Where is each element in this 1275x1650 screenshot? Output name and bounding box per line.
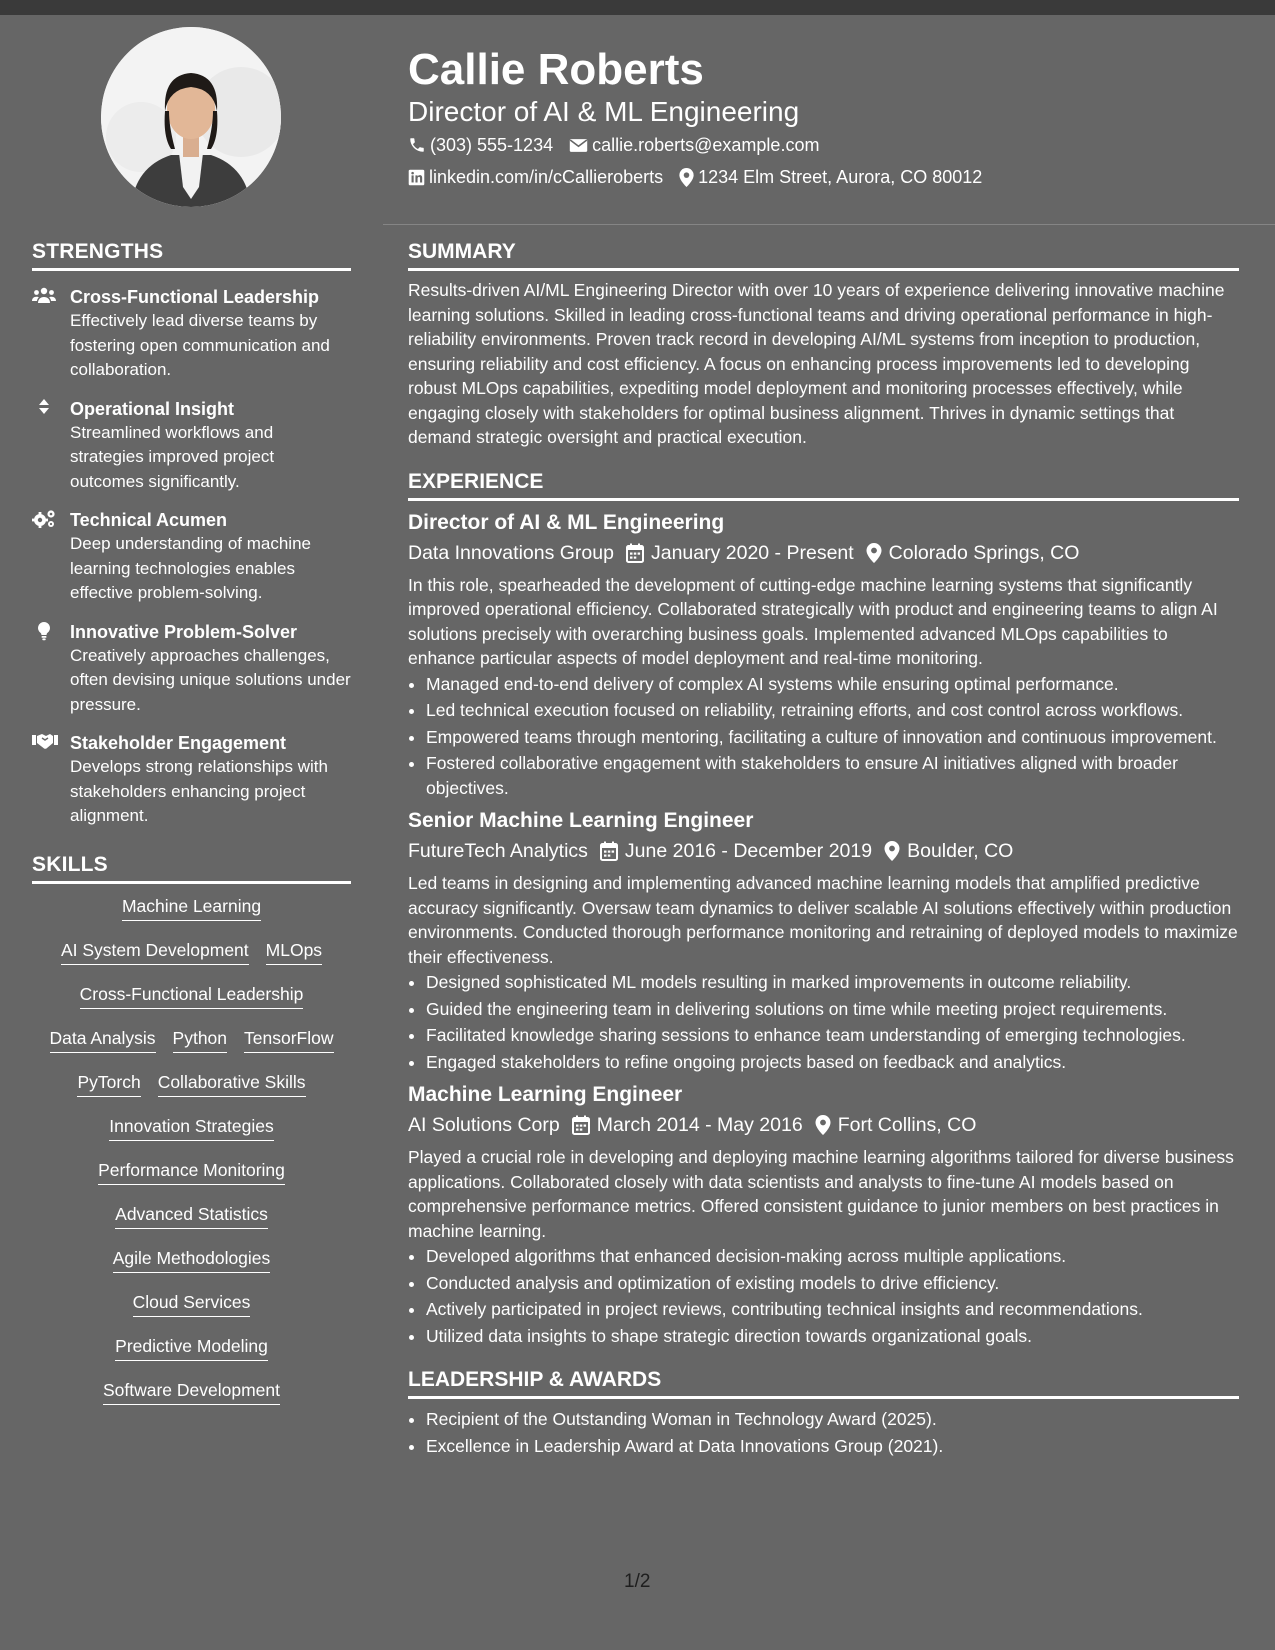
job-bullet: • Led technical execution focused on reliability, retraining efforts, and cost control across workflows. bbox=[426, 698, 1239, 723]
skills-heading: SKILLS bbox=[32, 853, 351, 884]
candidate-role: Director of AI & ML Engineering bbox=[408, 96, 800, 127]
summary-text: Results-driven AI/ML Engineering Director with over 10 years of experience delivering innovative machine learning solutions. Skilled in leading cross-functional teams and driving operational performance in high-reliability environments. Proven track record in developing AI/ML systems from inception to production, ensuring reliability and cost efficiency. A focus on enhancing process improvements led to developing robust MLOps capabilities, expediting model deployment and monitoring processes effectively, while engaging closely with stakeholders for optimal business alignment. Thrives in dynamic settings that demand strategic oversight and practical execution. bbox=[408, 280, 1225, 447]
skill-tag: Performance Monitoring bbox=[98, 1158, 285, 1185]
job-title: Senior Machine Learning Engineer bbox=[408, 809, 754, 832]
job-location bbox=[884, 836, 1013, 866]
strength-item bbox=[32, 508, 351, 606]
skill-tag: Python bbox=[173, 1026, 227, 1053]
job-company: Data Innovations Group bbox=[408, 541, 614, 564]
strength-title: Stakeholder Engagement bbox=[70, 733, 287, 753]
job-entry bbox=[408, 806, 1239, 1074]
header-divider bbox=[383, 224, 1275, 225]
job-location-text: Fort Collins, CO bbox=[837, 1114, 977, 1136]
strength-title: Innovative Problem-Solver bbox=[70, 621, 298, 642]
job-dates-text: June 2016 - December 2019 bbox=[624, 840, 873, 862]
map-pin-icon bbox=[866, 543, 882, 563]
job-location bbox=[866, 538, 1080, 568]
award-item: • Excellence in Leadership Award at Data Innovations Group (2021). bbox=[426, 1434, 1239, 1459]
skill-tag: Cloud Services bbox=[133, 1290, 251, 1317]
leadership-heading: LEADERSHIP & AWARDS bbox=[408, 1368, 1239, 1399]
job-meta bbox=[408, 538, 1239, 568]
profile-photo bbox=[101, 27, 281, 207]
summary-heading: SUMMARY bbox=[408, 240, 1239, 271]
skill-tag: Advanced Statistics bbox=[115, 1202, 268, 1229]
job-description: Played a crucial role in developing and deploying machine learning algorithms tailored for diverse business applications. Collaborated closely with data scientists and analysts to fine-tune AI models based on comprehensive performance metrics. Offered consistent guidance to junior members on best practices in machine learning. bbox=[408, 1147, 1234, 1241]
skill-tag: Innovation Strategies bbox=[109, 1114, 273, 1141]
leadership-list bbox=[408, 1407, 1239, 1458]
job-dates bbox=[572, 1110, 803, 1140]
job-location-text: Colorado Springs, CO bbox=[888, 541, 1080, 564]
job-entry bbox=[408, 1080, 1239, 1348]
map-pin-icon bbox=[884, 841, 900, 861]
skill-tag: Machine Learning bbox=[122, 894, 261, 921]
address-text: 1234 Elm Street, Aurora, CO 80012 bbox=[698, 167, 983, 187]
job-company: FutureTech Analytics bbox=[408, 840, 588, 862]
strength-item bbox=[32, 285, 351, 383]
envelope-icon bbox=[569, 138, 588, 153]
map-pin-icon bbox=[679, 168, 694, 187]
job-bullet: • Managed end-to-end delivery of complex AI systems while ensuring optimal performance. bbox=[426, 672, 1239, 697]
strength-title: Technical Acumen bbox=[70, 510, 228, 530]
job-location bbox=[815, 1110, 977, 1140]
skills-list bbox=[32, 894, 351, 1422]
email-contact bbox=[569, 133, 819, 157]
address-contact bbox=[679, 165, 982, 189]
job-bullet: • Utilized data insights to shape strategic direction towards organizational goals. bbox=[426, 1324, 1239, 1349]
lightbulb-icon bbox=[32, 621, 56, 641]
job-dates-text: March 2014 - May 2016 bbox=[596, 1114, 803, 1136]
job-meta bbox=[408, 1110, 1239, 1140]
job-location-text: Boulder, CO bbox=[907, 840, 1014, 862]
strength-item bbox=[32, 397, 351, 495]
experience-heading: EXPERIENCE bbox=[408, 470, 1239, 501]
contact-row-1 bbox=[408, 133, 835, 157]
job-dates bbox=[626, 538, 854, 568]
job-bullet: • Actively participated in project reviews, contributing technical insights and recommendations. bbox=[426, 1297, 1239, 1322]
skill-tag: PyTorch bbox=[77, 1070, 140, 1097]
strengths-heading: STRENGTHS bbox=[32, 240, 351, 271]
job-title: Director of AI & ML Engineering bbox=[408, 510, 725, 534]
skill-tag: Cross-Functional Leadership bbox=[80, 982, 304, 1009]
job-bullets bbox=[408, 672, 1239, 801]
skill-tag: Predictive Modeling bbox=[115, 1334, 268, 1361]
linkedin-icon bbox=[408, 169, 425, 186]
job-bullets bbox=[408, 1244, 1239, 1348]
job-entry bbox=[408, 508, 1239, 801]
job-dates-text: January 2020 - Present bbox=[650, 541, 854, 564]
summary-section bbox=[408, 240, 1239, 450]
leadership-section bbox=[408, 1368, 1239, 1458]
right-column bbox=[408, 240, 1239, 1460]
phone-contact bbox=[408, 133, 553, 157]
phone-icon bbox=[408, 136, 426, 154]
job-bullets bbox=[408, 970, 1239, 1074]
strength-desc: Streamlined workflows and strategies improved project outcomes significantly. bbox=[70, 422, 275, 491]
calendar-icon bbox=[600, 841, 618, 861]
strength-item bbox=[32, 620, 351, 718]
job-bullet: • Conducted analysis and optimization of existing models to drive efficiency. bbox=[426, 1271, 1239, 1296]
job-bullet: • Facilitated knowledge sharing sessions to enhance team understanding of emerging technologies. bbox=[426, 1023, 1239, 1048]
strength-desc: Creatively approaches challenges, often devising unique solutions under pressure. bbox=[70, 645, 351, 714]
award-item: • Recipient of the Outstanding Woman in Technology Award (2025). bbox=[426, 1407, 1239, 1432]
avatar-illustration bbox=[101, 27, 281, 207]
linkedin-contact bbox=[408, 165, 663, 189]
left-column bbox=[32, 240, 351, 1422]
job-bullet: • Developed algorithms that enhanced decision-making across multiple applications. bbox=[426, 1244, 1239, 1269]
phone-text: (303) 555-1234 bbox=[430, 135, 554, 155]
skill-tag: AI System Development bbox=[61, 938, 249, 965]
handshake-icon bbox=[32, 732, 58, 750]
job-bullet: • Engaged stakeholders to refine ongoing projects based on feedback and analytics. bbox=[426, 1050, 1239, 1075]
strength-desc: Develops strong relationships with stakeholders enhancing project alignment. bbox=[70, 757, 328, 825]
skill-tag: Software Development bbox=[103, 1378, 280, 1405]
job-description: Led teams in designing and implementing advanced machine learning models that amplified predictive accuracy significantly. Oversaw team dynamics to deliver scalable AI solutions effectively within production environments. Conducted thorough performance monitoring and retraining of deployed models to maximize their effectiveness. bbox=[408, 873, 1238, 967]
job-bullet: • Fostered collaborative engagement with stakeholders to ensure AI initiatives aligned with broader objectives. bbox=[426, 751, 1239, 800]
skill-tag: MLOps bbox=[266, 938, 322, 965]
strength-desc: Deep understanding of machine learning technologies enables effective problem-solving. bbox=[70, 534, 311, 602]
job-bullet: • Guided the engineering team in delivering solutions on time while meeting project requirements. bbox=[426, 997, 1239, 1022]
job-company: AI Solutions Corp bbox=[408, 1114, 560, 1136]
linkedin-text: linkedin.com/in/cCallieroberts bbox=[429, 167, 664, 187]
page-number: 1/2 bbox=[624, 1571, 651, 1592]
skill-tag: Collaborative Skills bbox=[158, 1070, 306, 1097]
job-title: Machine Learning Engineer bbox=[408, 1083, 683, 1106]
skill-tag: Data Analysis bbox=[50, 1026, 156, 1053]
cogs-icon bbox=[32, 509, 56, 529]
top-bar bbox=[0, 0, 1275, 15]
candidate-name: Callie Roberts bbox=[408, 45, 704, 94]
strength-desc: Effectively lead diverse teams by fostering open communication and collaboration. bbox=[70, 311, 330, 379]
users-icon bbox=[32, 286, 56, 304]
experience-section bbox=[408, 470, 1239, 1349]
skill-tag: Agile Methodologies bbox=[113, 1246, 271, 1273]
job-dates bbox=[600, 836, 872, 866]
job-meta bbox=[408, 836, 1239, 866]
strength-item bbox=[32, 731, 351, 829]
strength-title: Cross-Functional Leadership bbox=[70, 287, 320, 307]
calendar-icon bbox=[626, 543, 644, 563]
sort-icon bbox=[32, 398, 56, 416]
email-text: callie.roberts@example.com bbox=[592, 135, 820, 155]
contact-row-2 bbox=[408, 165, 998, 189]
skill-tag: TensorFlow bbox=[244, 1026, 333, 1053]
job-description: In this role, spearheaded the development of cutting-edge machine learning systems that significantly improved operational efficiency. Collaborated strategically with product and engineering teams to align AI solutions precisely with overarching business goals. Implemented advanced MLOps capabilities to enhance particular aspects of model deployment and real-time monitoring. bbox=[408, 574, 1218, 668]
calendar-icon bbox=[572, 1115, 590, 1135]
map-pin-icon bbox=[815, 1115, 831, 1135]
job-bullet: • Designed sophisticated ML models resulting in marked improvements in outcome reliability. bbox=[426, 970, 1239, 995]
strength-title: Operational Insight bbox=[70, 398, 235, 419]
job-bullet: • Empowered teams through mentoring, facilitating a culture of innovation and continuous improvement. bbox=[426, 725, 1239, 750]
